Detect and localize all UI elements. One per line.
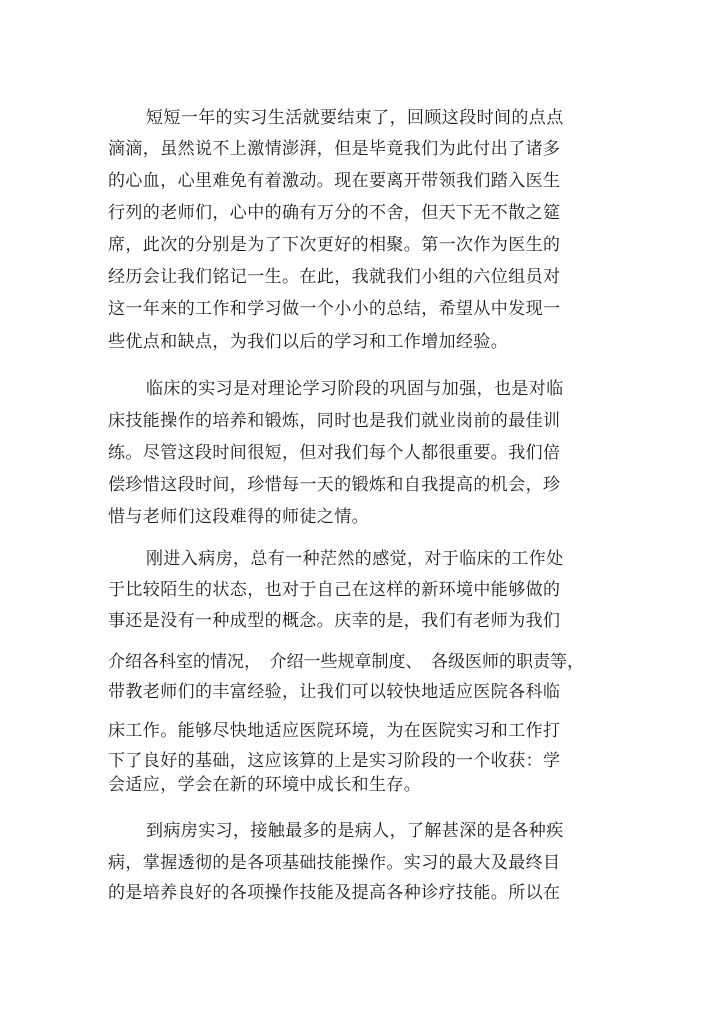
paragraph-3-line-7: 下了良好的基础，这应该算的上是实习阶段的一个收获：学	[108, 751, 561, 771]
paragraph-4-line-2: 病，掌握透彻的是各项基础技能操作。实习的最大及最终目	[108, 853, 561, 873]
paragraph-1-line-8: 些优点和缺点，为我们以后的学习和工作增加经验。	[108, 332, 509, 352]
paragraph-2-line-3: 练。尽管这段时间很短，但对我们每个人都很重要。我们倍	[108, 443, 561, 463]
paragraph-1-line-3: 的心血，心里难免有着激动。现在要离开带领我们踏入医生	[108, 171, 561, 191]
paragraph-2-line-4: 偿珍惜这段时间，珍惜每一天的锻炼和自我提高的机会，珍	[108, 475, 561, 495]
paragraph-1-line-7: 这一年来的工作和学习做一个小小的总结，希望从中发现一	[108, 299, 561, 319]
paragraph-1-line-5: 席，此次的分别是为了下次更好的相聚。第一次作为医生的	[108, 235, 561, 255]
paragraph-2-line-2: 床技能操作的培养和锻炼，同时也是我们就业岗前的最佳训	[108, 411, 561, 431]
paragraph-3-line-1: 刚进入病房，总有一种茫然的感觉，对于临床的工作处	[146, 549, 564, 569]
paragraph-3-line-8: 会适应，学会在新的环境中成长和生存。	[108, 775, 422, 795]
paragraph-4-line-3: 的是培养良好的各项操作技能及提高各种诊疗技能。所以在	[108, 883, 561, 903]
paragraph-3-line-4: 介绍各科室的情况， 介绍一些规章制度、 各级医师的职责等，	[108, 652, 584, 672]
paragraph-1-line-6: 经历会让我们铭记一生。在此，我就我们小组的六位组员对	[108, 267, 561, 287]
paragraph-3-line-2: 于比较陌生的状态，也对于自己在这样的新环境中能够做的	[108, 580, 561, 600]
paragraph-4-line-1: 到病房实习，接触最多的是病人，了解甚深的是各种疾	[146, 821, 564, 841]
paragraph-3-line-6: 床工作。能够尽快地适应医院环境，为在医院实习和工作打	[108, 721, 561, 741]
paragraph-2-line-1: 临床的实习是对理论学习阶段的巩固与加强，也是对临	[146, 379, 564, 399]
paragraph-1-line-1: 短短一年的实习生活就要结束了，回顾这段时间的点点	[146, 108, 564, 128]
paragraph-1-line-4: 行列的老师们，心中的确有万分的不舍，但天下无不散之筵	[108, 203, 561, 223]
paragraph-3-line-3: 事还是没有一种成型的概念。庆幸的是，我们有老师为我们	[108, 611, 561, 631]
paragraph-3-line-5: 带教老师们的丰富经验，让我们可以较快地适应医院各科临	[108, 682, 561, 702]
paragraph-2-line-5: 惜与老师们这段难得的师徒之情。	[108, 507, 369, 527]
paragraph-1-line-2: 滴滴，虽然说不上激情澎湃，但是毕竟我们为此付出了诸多	[108, 139, 561, 159]
